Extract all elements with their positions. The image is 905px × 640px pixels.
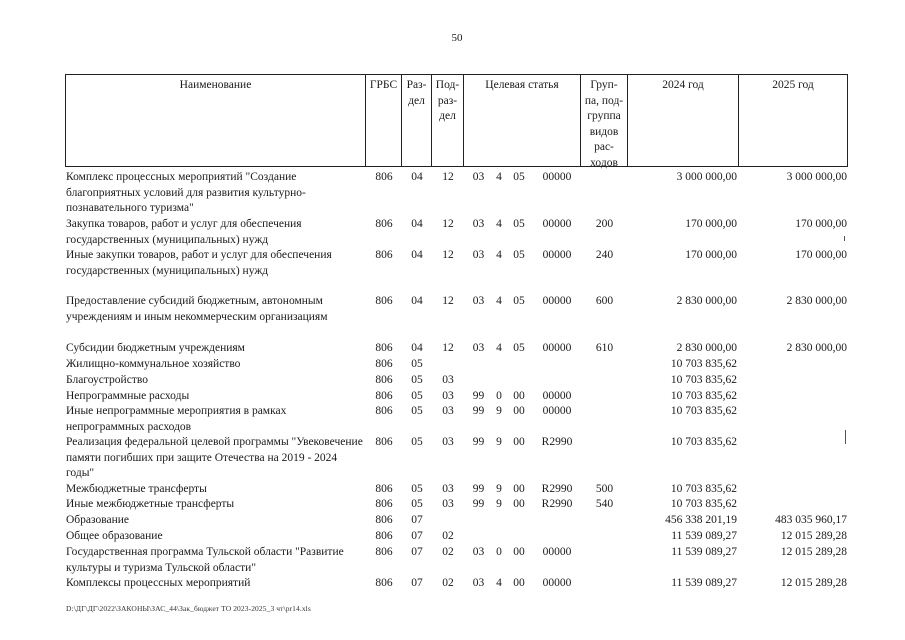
cell-t2: 4	[496, 218, 502, 230]
cell-rz: 05	[411, 405, 423, 417]
cell-grbs: 806	[375, 577, 393, 589]
row-name: Предоставление субсидий бюджетным, автономным учреждениям и иным некоммерческим организациям	[66, 295, 328, 323]
page-number: 50	[451, 32, 463, 44]
cell-t2: 9	[496, 498, 502, 510]
cell-v2024: 10 703 835,62	[670, 390, 737, 402]
cell-pr: 12	[442, 218, 454, 230]
cell-grbs: 806	[375, 358, 393, 370]
cell-t2: 4	[496, 171, 502, 183]
cell-vr: 610	[595, 342, 614, 354]
cell-t3: 00	[513, 405, 525, 417]
cell-rz: 04	[411, 342, 423, 354]
cell-t4: 00000	[542, 295, 572, 307]
cell-t3: 05	[513, 342, 525, 354]
cell-rz: 07	[411, 530, 423, 542]
cell-rz: 05	[411, 436, 423, 448]
header-target: Целевая статья	[464, 75, 581, 166]
header-podrazdel-line: Под-	[435, 79, 460, 91]
cell-grbs: 806	[375, 390, 393, 402]
cell-t4: 00000	[542, 405, 572, 417]
header-name: Наименование	[66, 75, 366, 166]
cell-rz: 05	[411, 483, 423, 495]
row-name: Иные закупки товаров, работ и услуг для обеспечения государственных (муниципальных) нужд	[66, 249, 332, 277]
cell-t4: 00000	[542, 342, 572, 354]
cell-t2: 9	[496, 436, 502, 448]
cell-rz: 04	[411, 171, 423, 183]
cell-t4: 00000	[542, 218, 572, 230]
cell-v2024: 2 830 000,00	[676, 295, 737, 307]
cell-v2025: 12 015 289,28	[780, 577, 847, 589]
footer-file-path: D:\ДГ\ДГ\2022\ЗАКОНЫ\ЗАС_44\Зак_бюджет ТО 2023-2025_3 чт\pr14.xls	[66, 604, 311, 613]
cell-v2024: 10 703 835,62	[670, 498, 737, 510]
cell-rz: 07	[411, 577, 423, 589]
cell-grbs: 806	[375, 171, 393, 183]
header-group-line: па, под-	[584, 94, 624, 107]
cell-v2024: 10 703 835,62	[670, 374, 737, 386]
cell-t1: 03	[472, 249, 485, 261]
cell-v2024: 11 539 089,27	[671, 530, 737, 542]
cell-rz: 04	[411, 295, 423, 307]
cell-t4: 00000	[542, 390, 572, 402]
cell-v2025: 2 830 000,00	[786, 295, 847, 307]
cell-t4: R2990	[541, 498, 573, 510]
row-name: Межбюджетные трансферты	[66, 483, 207, 495]
cell-v2024: 2 830 000,00	[676, 342, 737, 354]
cell-t1: 03	[472, 295, 485, 307]
cell-v2025: 3 000 000,00	[786, 171, 847, 183]
cell-rz: 05	[411, 390, 423, 402]
cell-t1: 99	[472, 436, 485, 448]
header-podrazdel-line: дел	[439, 110, 456, 122]
cell-t1: 03	[472, 577, 485, 589]
row-name: Комплексы процессных мероприятий	[66, 577, 251, 589]
row-name: Иные непрограммные мероприятия в рамках непрограммных расходов	[66, 405, 287, 433]
cell-t3: 05	[513, 295, 525, 307]
cell-t2: 4	[496, 249, 502, 261]
cell-v2025: 170 000,00	[795, 218, 847, 230]
cell-pr: 02	[442, 546, 454, 558]
cell-t3: 00	[513, 390, 525, 402]
cell-v2025: 12 015 289,28	[780, 546, 847, 558]
cell-rz: 04	[411, 249, 423, 261]
header-group-line: группа	[587, 110, 621, 122]
header-grbs: ГРБС	[366, 75, 402, 166]
cell-vr: 500	[595, 483, 614, 495]
cell-t2: 0	[496, 390, 502, 402]
row-name: Общее образование	[66, 530, 163, 542]
cell-t4: 00000	[542, 577, 572, 589]
cell-t4: 00000	[542, 546, 572, 558]
cell-pr: 03	[442, 436, 454, 448]
header-razdel-line: Раз-	[406, 79, 427, 91]
cell-pr: 12	[442, 295, 454, 307]
cell-grbs: 806	[375, 530, 393, 542]
cell-rz: 05	[411, 498, 423, 510]
cell-t3: 00	[513, 436, 525, 448]
row-name: Непрограммные расходы	[66, 390, 190, 402]
cell-grbs: 806	[375, 436, 393, 448]
cell-grbs: 806	[375, 514, 393, 526]
cell-t3: 05	[513, 218, 525, 230]
cell-t3: 00	[513, 483, 525, 495]
row-name: Жилищно-коммунальное хозяйство	[66, 358, 241, 370]
cell-pr: 03	[442, 483, 454, 495]
cell-v2025: 2 830 000,00	[786, 342, 847, 354]
header-podrazdel	[432, 75, 464, 166]
header-group-line: рас-	[594, 141, 614, 153]
cell-t3: 00	[513, 577, 525, 589]
cell-t4: 00000	[542, 249, 572, 261]
cell-v2024: 170 000,00	[685, 218, 737, 230]
row-name: Закупка товаров, работ и услуг для обеспечения государственных (муниципальных) нужд	[66, 218, 302, 246]
cell-rz: 04	[411, 218, 423, 230]
cell-t1: 03	[472, 218, 485, 230]
cell-t4: 00000	[542, 171, 572, 183]
cell-pr: 12	[442, 171, 454, 183]
header-razdel-line: дел	[408, 94, 425, 107]
scan-mark	[845, 430, 846, 444]
cell-grbs: 806	[375, 342, 393, 354]
cell-vr: 200	[595, 218, 614, 230]
cell-t4: R2990	[541, 483, 573, 495]
cell-v2024: 456 338 201,19	[665, 514, 737, 526]
cell-t1: 99	[472, 498, 485, 510]
cell-pr: 12	[442, 342, 454, 354]
cell-t3: 05	[513, 171, 525, 183]
cell-pr: 02	[442, 577, 454, 589]
cell-t2: 4	[496, 342, 502, 354]
cell-v2024: 3 000 000,00	[676, 171, 737, 183]
cell-grbs: 806	[375, 498, 393, 510]
cell-v2024: 10 703 835,62	[670, 358, 737, 370]
cell-pr: 12	[442, 249, 454, 261]
cell-v2024: 11 539 089,27	[671, 577, 737, 589]
cell-pr: 03	[442, 374, 454, 386]
cell-t1: 03	[472, 546, 485, 558]
cell-v2025: 483 035 960,17	[775, 514, 847, 526]
cell-vr: 600	[595, 295, 614, 307]
cell-pr: 03	[442, 390, 454, 402]
cell-v2024: 10 703 835,62	[670, 405, 737, 417]
cell-pr: 03	[442, 405, 454, 417]
cell-vr: 240	[595, 249, 614, 261]
header-razdel	[402, 75, 432, 166]
row-name: Комплекс процессных мероприятий "Создание благоприятных условий для развития культурно-познавательного туризма"	[66, 171, 306, 214]
header-2024: 2024 год	[628, 75, 739, 166]
row-name: Субсидии бюджетным учреждениям	[66, 342, 245, 354]
cell-pr: 03	[442, 498, 454, 510]
cell-grbs: 806	[375, 218, 393, 230]
cell-t3: 05	[513, 249, 525, 261]
cell-v2024: 11 539 089,27	[671, 546, 737, 558]
header-group-line: Груп-	[590, 79, 618, 91]
cell-t1: 03	[472, 342, 485, 354]
cell-t2: 9	[496, 483, 502, 495]
cell-t2: 0	[496, 546, 502, 558]
cell-grbs: 806	[375, 405, 393, 417]
header-2025: 2025 год	[772, 79, 814, 91]
row-name: Благоустройство	[66, 374, 148, 386]
cell-grbs: 806	[375, 546, 393, 558]
row-name: Образование	[66, 514, 130, 526]
table-header	[65, 74, 848, 167]
scan-mark	[844, 236, 845, 241]
cell-rz: 07	[411, 546, 423, 558]
header-group	[581, 75, 628, 169]
cell-grbs: 806	[375, 295, 393, 307]
cell-rz: 05	[411, 358, 423, 370]
cell-t2: 4	[496, 295, 502, 307]
cell-vr: 540	[595, 498, 614, 510]
cell-v2024: 10 703 835,62	[670, 483, 737, 495]
cell-v2024: 10 703 835,62	[670, 436, 737, 448]
row-name: Иные межбюджетные трансферты	[66, 498, 235, 510]
cell-t4: R2990	[541, 436, 573, 448]
header-podrazdel-line: раз-	[437, 94, 458, 107]
row-name: Государственная программа Тульской области "Развитие культуры и туризма Тульской области"	[66, 546, 344, 574]
cell-v2025: 12 015 289,28	[780, 530, 847, 542]
cell-t2: 4	[496, 577, 502, 589]
cell-v2024: 170 000,00	[685, 249, 737, 261]
cell-t2: 9	[496, 405, 502, 417]
cell-rz: 07	[411, 514, 423, 526]
row-name: Реализация федеральной целевой программы "Увековечение памяти погибших при защите Отечества на 2019 - 2024 годы"	[66, 436, 363, 479]
cell-grbs: 806	[375, 249, 393, 261]
cell-t3: 00	[513, 546, 525, 558]
cell-pr: 02	[442, 530, 454, 542]
cell-v2025: 170 000,00	[795, 249, 847, 261]
header-group-line: видов	[589, 125, 619, 138]
cell-t1: 99	[472, 390, 485, 402]
cell-grbs: 806	[375, 483, 393, 495]
cell-rz: 05	[411, 374, 423, 386]
cell-t3: 00	[513, 498, 525, 510]
cell-t1: 99	[472, 405, 485, 417]
header-group-line: ходов	[590, 156, 618, 169]
cell-grbs: 806	[375, 374, 393, 386]
cell-t1: 03	[472, 171, 485, 183]
cell-t1: 99	[472, 483, 485, 495]
